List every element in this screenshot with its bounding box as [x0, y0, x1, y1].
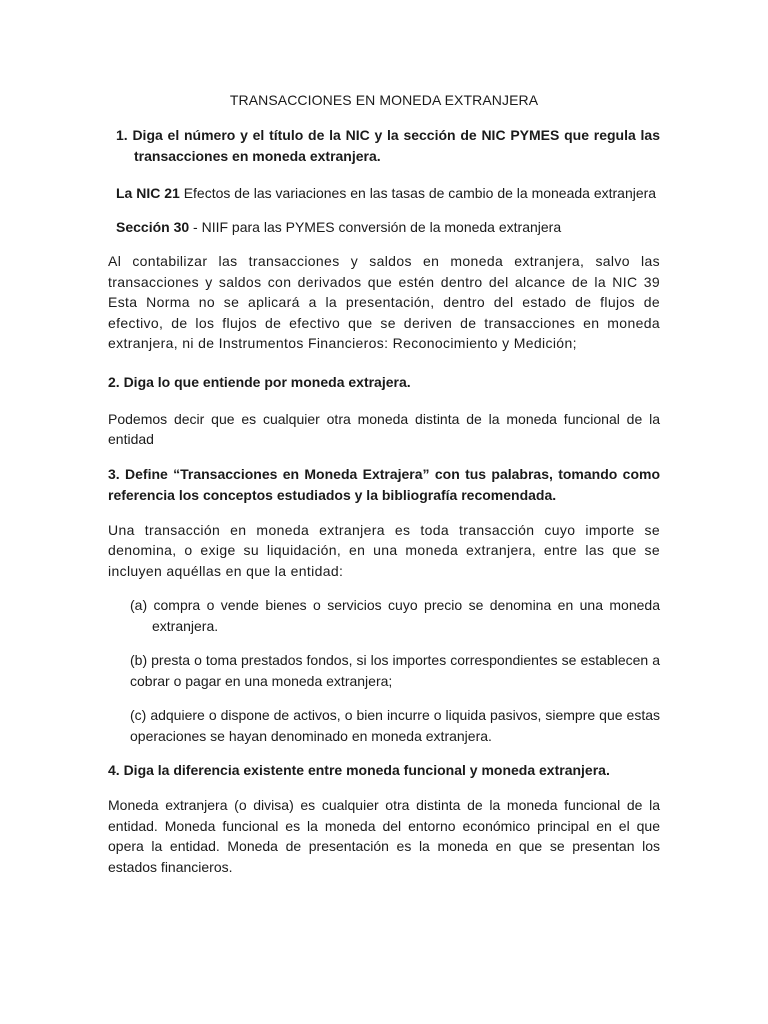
list-item-a: (a) compra o vende bienes o servicios cuyo precio se denomina en una moneda extranjera. — [130, 597, 660, 634]
section-30-label: Sección 30 — [116, 218, 190, 235]
list-item-c: (c) adquiere o dispone de activos, o bien incurre o liquida pasivos, siempre que estas operaciones se hayan denominado en moneda extranjera. — [130, 707, 660, 744]
nic-21-label: La NIC 21 — [116, 185, 180, 201]
nic-21-text: Efectos de las variaciones en las tasas de cambio de la moneada extranjera — [179, 185, 657, 201]
section-30-text: - NIIF para las PYMES conversión de la moneda extranjera — [189, 218, 562, 235]
document-title: TRANSACCIONES EN MONEDA EXTRANJERA — [229, 92, 539, 108]
nic-21-definition — [108, 183, 660, 204]
question-1: 1. Diga el número y el título de la NIC y la sección de NIC PYMES que regula las transacciones en moneda extranjera. — [116, 127, 660, 164]
section-30-definition — [108, 217, 660, 238]
question-2: 2. Diga lo que entiende por moneda extrajera. — [108, 373, 411, 390]
answer-4: Moneda extranjera (o divisa) es cualquier otra distinta de la moneda funcional de la entidad. Moneda funcional es la moneda del entorno económico principal en el que opera la entidad. Moneda de presentación es la moneda en que se presentan los estados financieros. — [108, 797, 660, 875]
question-4: 4. Diga la diferencia existente entre moneda funcional y moneda extranjera. — [108, 762, 610, 778]
answer-3: Una transacción en moneda extranjera es toda transacción cuyo importe se denomina, o exige su liquidación, en una moneda extranjera, entre las que se incluyen aquéllas en que la entidad: — [108, 521, 660, 579]
question-3: 3. Define “Transacciones en Moneda Extrajera” con tus palabras, tomando como referencia los conceptos estudiados y la bibliografía recomendada. — [108, 465, 660, 503]
answer-1-paragraph: Al contabilizar las transacciones y saldos en moneda extranjera, salvo las transacciones y saldos con derivados que estén dentro del alcance de la NIC 39 Esta Norma no se aplicará a la presentación, dentro del estado de flujos de efectivo, de los flujos de efectivo que se deriven de transacciones en moneda extranjera, ni de Instrumentos Financieros: Reconocimiento y Medición; — [108, 253, 660, 351]
answer-2: Podemos decir que es cualquier otra moneda distinta de la moneda funcional de la entidad — [108, 410, 660, 447]
list-item-b: (b) presta o toma prestados fondos, si los importes correspondientes se establecen a cobrar o pagar en una moneda extranjera; — [130, 652, 660, 689]
